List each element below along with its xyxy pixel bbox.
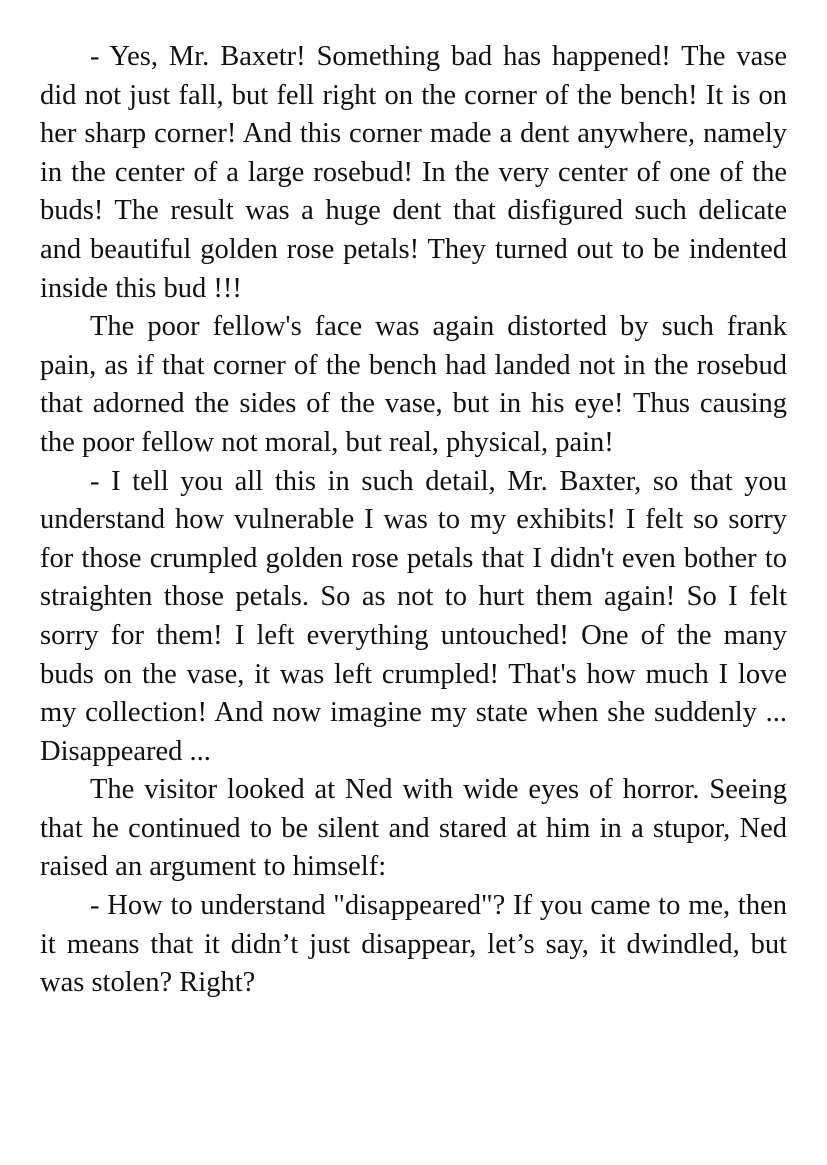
paragraph-4: The visitor looked at Ned with wide eyes of horror. Seeing that he continued to be silent and stared at him in a stupor, Ned raised an argument to himself: <box>40 774 787 883</box>
paragraph-3: - I tell you all this in such detail, Mr. Baxter, so that you understand how vulnerable I was to my exhibits! I felt so sorry for those crumpled golden rose petals that I didn't even bother to straighten those petals. So as not to hurt them again! So I felt sorry for them! I left everything untouched! One of the many buds on the vase, it was left crumpled! That's how much I love my collection! And now imagine my state when she suddenly ... Disappeared ... <box>40 465 787 767</box>
paragraph-2: The poor fellow's face was again distorted by such frank pain, as if that corner of the bench had landed not in the rosebud that adorned the sides of the vase, but in his eye! Thus causing the poor fellow not moral, but real, physical, pain! <box>40 311 787 458</box>
paragraph-5: - How to understand "disappeared"? If you came to me, then it means that it didn’t just disappear, let’s say, it dwindled, but was stolen? Right? <box>40 890 787 999</box>
page-text <box>40 38 787 1003</box>
paragraph-1: - Yes, Mr. Baxetr! Something bad has happened! The vase did not just fall, but fell right on the corner of the bench! It is on her sharp corner! And this corner made a dent anywhere, namely in the center of a large rosebud! In the very center of one of the buds! The result was a huge dent that disfigured such delicate and beautiful golden rose petals! They turned out to be indented inside this bud !!! <box>40 41 787 304</box>
